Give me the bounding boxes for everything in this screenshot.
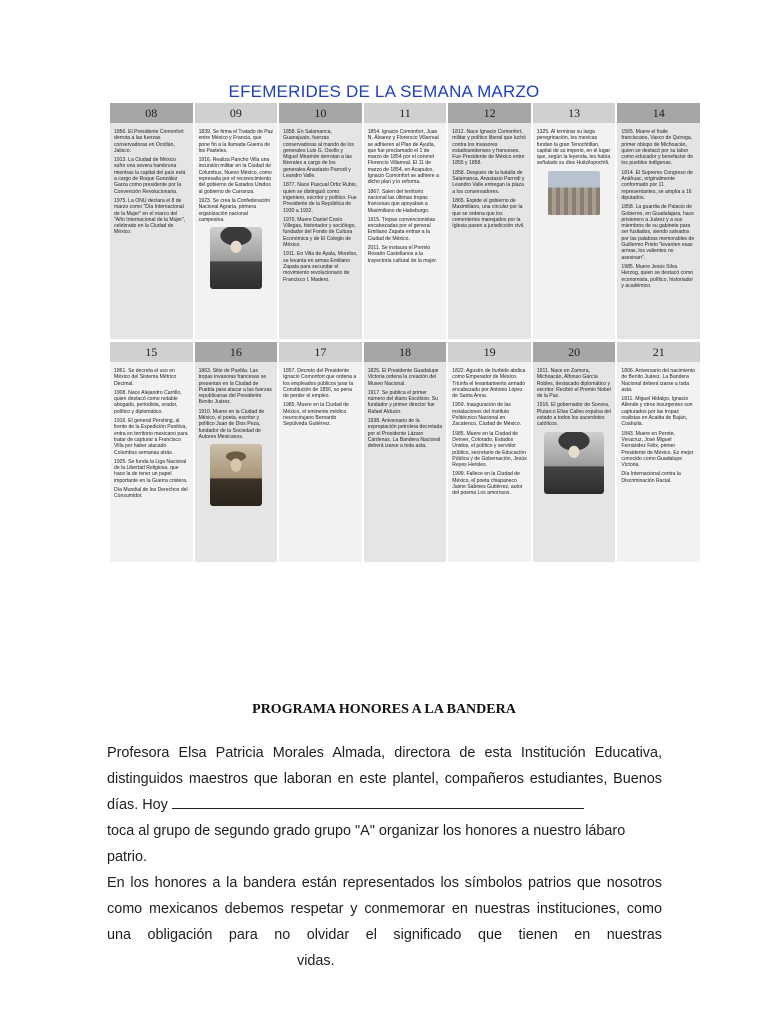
entry: 1843. Muere en Perote, Veracruz, José Miguel Fernández Félix, primer Presidente de México. Es mejor conocido como Guadalupe Victoria. — [621, 430, 694, 469]
entry: 1839. Se firma el Tratado de Paz entre México y Francia, que pone fin a la llamada Guerra de los Pasteles. — [198, 129, 274, 154]
day-body — [364, 123, 447, 339]
entry: 2011. Se instaura el Premio Rosario Castellanos a la trayectoria cultural de la mujer. — [367, 245, 438, 264]
day-body — [195, 123, 278, 339]
day-column — [364, 103, 447, 339]
entry: 1861. Se decreta el uso en México del Sistema Métrico Decimal. — [114, 368, 177, 387]
entry: 1985. Muere Jesús Silva Herzog, quien se destacó como economista, político, historiador y académico. — [621, 263, 694, 289]
day-body — [279, 362, 362, 562]
day-column — [617, 342, 700, 562]
day-body — [617, 123, 700, 339]
program-title: PROGRAMA HONORES A LA BANDERA — [252, 702, 516, 717]
entry: 1806. Aniversario del nacimiento de Benito Juárez. La Bandera Nacional deberá izarse a toda asta. — [621, 368, 696, 393]
entry: 1985. Muere en la Ciudad de México, el eminente médico neurocirujano Bernardo Sepúlveda Gutiérrez. — [283, 402, 349, 428]
day-header: 17 — [279, 342, 362, 362]
entry: 1811. Miguel Hidalgo, Ignacio Allende y otros insurgentes son capturados por las tropas realistas en Acatita de Baján, Coahuila. — [621, 396, 693, 428]
speech-text: Profesora Elsa Patricia Morales Almada, directora de esta Institución Educativa, distinguidos maestros que laboran en este plantel, compañeros estudiantes, Buenos días. Hoy — [107, 745, 662, 813]
day-body — [617, 362, 700, 562]
speech-paragraph-1 — [107, 740, 662, 818]
entry: Día Internacional contra la Discriminación Racial. — [621, 471, 681, 484]
entry: 1999. Fallece en la Ciudad de México, el poeta chiapaneco Jaime Sabines Gutiérrez, autor del poema Los amorosos. — [452, 471, 523, 497]
entry: 1565. Muere el fraile franciscano, Vasco de Quiroga, primer obispo de Michoacán, quien se destacó por su labor como educador y benefactor de los pueblos indígenas. — [621, 129, 694, 167]
entry: 1908. Nace Alejandro Carrillo, quien destacó como notable abogado, periodista, orador, político y diplomático. — [114, 389, 182, 415]
day-body — [448, 362, 531, 562]
week-row-1 — [110, 103, 700, 339]
day-header: 16 — [195, 342, 278, 362]
day-column — [364, 342, 447, 562]
day-header: 19 — [448, 342, 531, 362]
entry: 1812. Nace Ignacio Comonfort, militar y político liberal que luchó contra los invasores estadounidenses y franceses. Fue Presidente de México entre 1855 y 1858. — [452, 129, 526, 167]
day-header: 09 — [195, 103, 278, 123]
day-column — [533, 342, 616, 562]
entry: 1825. El Presidente Guadalupe Victoria ordena la creación del Museo Nacional. — [367, 368, 439, 387]
entry: 1814. El Supremo Congreso de Anáhuac, originalmente conformado por 11 representantes, se amplía a 16 diputados. — [621, 169, 693, 201]
fill-in-blank-line — [172, 794, 584, 809]
day-header: 13 — [533, 103, 616, 123]
entry: 1867. Salen del territorio nacional las últimas tropas francesas que apoyaban a Maximiliano de Habsburgo. — [367, 188, 430, 214]
entry: 1923. Se crea la Confederación Nacional Agraria, primera organización nacional campesina. — [198, 197, 271, 223]
day-body — [448, 123, 531, 339]
entry: 1913. La Ciudad de México sufre una severa hambruna mientras la capital del país está a cargo de Roque González Garza como presidente por la Convención Revolucionaria. — [114, 157, 186, 195]
entry: 1856. El Presidente Comonfort derrota a las fuerzas conservadoras en Ocotlán, Jalisco. — [114, 129, 184, 154]
entry: 1858. La guardia de Palacio de Gobierno, en Guadalajara, hace prisionero a Juárez y a sus miembros de su gabinete para ser fusilados, siendo salvados por las palabras memorables de Guillermo Prieto "levanten esas armas, los valientes no asesinan". — [621, 204, 695, 261]
entry: 1916. Realiza Pancho Villa una incursión militar en la Ciudad de Columbus, Nuevo México, como represalia por el reconocimiento del gobierno de Estados Unidos al gobierno de Carranza. — [198, 157, 272, 195]
monument-photo — [548, 171, 600, 215]
entry: 1917. Se publica el primer número del diario Excélsior. Su fundador y primer director fue Rafael Alducin. — [367, 389, 438, 415]
week-row-2 — [110, 342, 700, 562]
day-header: 11 — [364, 103, 447, 123]
entry: 1959. Inauguración de las instalaciones del Instituto Politécnico Nacional en Zacatenco, Ciudad de México. — [452, 402, 522, 428]
entry: 1854. Ignacio Comonfort, Juan N. Álvarez y Florencio Villarreal se adhieren al Plan de Ayutla, que fue proclamado el 1 de marzo de 1854 por el coronel Florencio Villarreal. El 11 de marzo de 1854, en Acapulco, Ignacio Comonfort se adhiere a dicho plan y lo reforma. — [367, 129, 439, 186]
day-column — [448, 103, 531, 339]
speech-paragraph-2: toca al grupo de segundo grado grupo "A" organizar los honores a nuestro lábaro patrio. — [107, 823, 626, 865]
entry: 1985. Muere en la Ciudad de Denver, Colorado, Estados Unidos, el político y servidor público, secretario de Educación Pública y de Gobernación, Jesús Reyes Heroles. — [452, 430, 527, 469]
entry: 1858. Después de la batalla de Salamanca, Anastasio Parrodi y Leandro Valle entregan la plaza a los conservadores. — [452, 169, 525, 195]
entry: 1865. Expide el gobierno de Maximiliano, una circular por la que se ordena que los cementerios manejados por la Iglesia pasen a jurisdicción civil. — [452, 197, 525, 230]
portrait-photo — [210, 227, 262, 289]
day-column — [110, 342, 193, 562]
day-header: 12 — [448, 103, 531, 123]
speech-paragraph-3 — [107, 870, 662, 974]
day-column — [110, 103, 193, 339]
entry: 1925. Se funda la Liga Nacional de la Libertad Religiosa, que hace la de tener un papel importante en la Guerra cristera. — [114, 458, 188, 484]
day-column — [617, 103, 700, 339]
day-column — [279, 103, 362, 339]
entry: 1822. Agustín de Iturbide abdica como Emperador de México. Triunfa el levantamiento armado encabezado por Antonio López de Santa Anna. — [452, 368, 526, 400]
day-column — [195, 342, 278, 562]
day-column — [195, 103, 278, 339]
speech-text-end: vidas. — [297, 953, 335, 969]
entry: 1857. Decreto del Presidente Ignacio Comonfort que ordena a los empleados públicos jurar la Constitución de 1856, so pena de perder el empleo. — [283, 368, 357, 400]
entry: 1916. El general Pershing, al frente de la Expedición Punitiva, entra en territorio mexicano para tratar de capturar a Francisco Villa por haber atacado Columbus semanas atrás. — [114, 418, 188, 456]
day-column — [448, 342, 531, 562]
day-body — [533, 362, 616, 562]
entry: Día Mundial de los Derechos del Consumidor. — [114, 487, 188, 500]
entry: 1915. Tropas convencionistas encabezadas por el general Emiliano Zapata entran a la Ciudad de México. — [367, 216, 436, 242]
day-header: 08 — [110, 103, 193, 123]
day-body — [110, 362, 193, 562]
day-header: 21 — [617, 342, 700, 362]
day-column — [279, 342, 362, 562]
day-body — [195, 362, 278, 562]
entry: 1970. Muere Daniel Cosío Villegas, historiador y sociólogo, fundador del Fondo de Cultura Económica y de El Colegio de México. — [283, 216, 356, 249]
entry: 1325. Al terminar su larga peregrinación, los mexicas fundan la gran Tenochtitlan, capital de su imperio, en el lugar que, según la leyenda, les había señalado su dios Huitzilopochtli. — [536, 129, 611, 167]
day-body — [533, 123, 616, 339]
entry: 1911. Nace en Zamora, Michoacán, Alfonso García Robles, destacado diplomático y escritor. Recibió el Premio Nobel de la Paz. — [536, 368, 611, 400]
portrait-photo — [210, 444, 262, 506]
day-header: 18 — [364, 342, 447, 362]
entry: 1911. En Villa de Ayala, Morelos, se levanta en armas Emiliano Zapata para secundar el movimiento revolucionario de Francisco I. Madero. — [283, 251, 358, 283]
entry: 1910. Muere en la Ciudad de México, el poeta, escritor y político Juan de Dios Peza, fundador de la Sociedad de Autores Mexicanos. — [198, 408, 265, 440]
entry: 1975. La ONU declara el 8 de marzo como "Día Internacional de la Mujer" en el marco del "Año Internacional de la Mujer", celebrado en la Ciudad de México. — [114, 197, 186, 236]
entry: 1938. Aniversario de la expropiación petrolera decretada por el Presidente Lázaro Cárdenas. La Bandera Nacional deberá izarse a toda asta. — [367, 418, 443, 450]
day-column — [533, 103, 616, 339]
day-header: 10 — [279, 103, 362, 123]
day-header: 15 — [110, 342, 193, 362]
entry: 1863. Sitio de Puebla. Las tropas invasoras francesas se presentan en la Ciudad de Puebla para atacar a las fuerzas republicanas del Presidente Benito Juárez. — [198, 368, 272, 406]
entry: 1916. El gobernador de Sonora, Plutarco Elías Calles expulsa del estado a todos los sacerdotes católicos. — [536, 402, 612, 428]
day-header: 14 — [617, 103, 700, 123]
day-body — [110, 123, 193, 339]
portrait-photo — [544, 432, 604, 494]
efemerides-title: EFEMERIDES DE LA SEMANA MARZO — [228, 82, 540, 101]
day-body — [279, 123, 362, 339]
day-header: 20 — [533, 342, 616, 362]
speech-text: En los honores a la bandera están representados los símbolos patrios que nosotros como mexicanos debemos respetar y conmemorar en nuestras instituciones, como una obligación para no olvidar el significado que tienen en nuestras — [107, 875, 662, 943]
entry: 1877. Nace Pascual Ortiz Rubio, quien se distinguió como ingeniero, escritor y político. Fue Presidente de la República de 1930 a 1932. — [283, 182, 358, 214]
day-body — [364, 362, 447, 562]
entry: 1858. En Salamanca, Guanajuato, fuerzas conservadoras al mando de los generales Luis G. Osollo y Miguel Miramón derrotan a las liberales a cargo de los generales Anastasio Parrodi y Leandro Valle. — [283, 129, 354, 180]
